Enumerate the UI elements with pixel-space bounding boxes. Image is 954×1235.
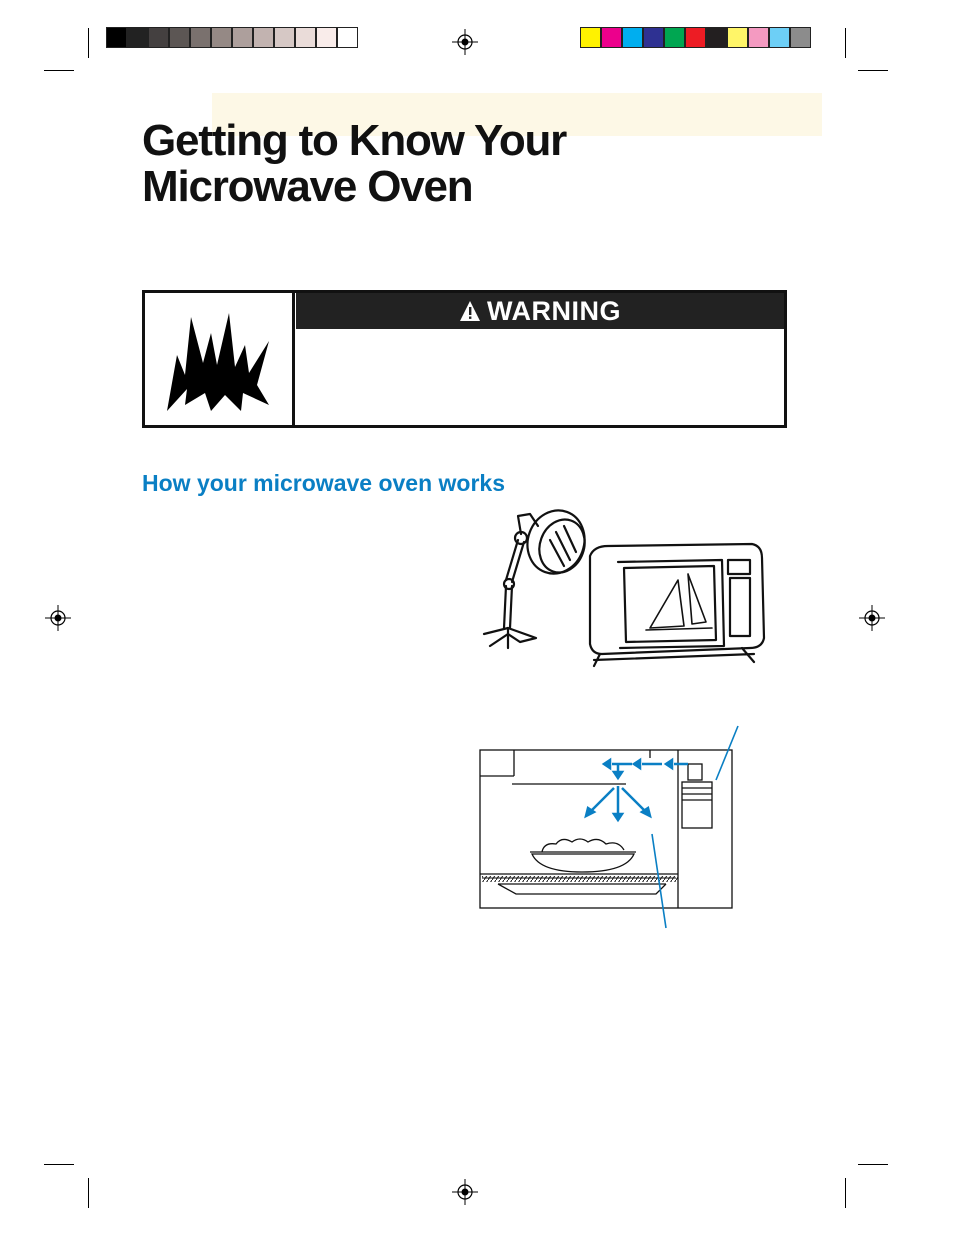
crop-mark	[845, 1178, 846, 1208]
color-swatch	[295, 27, 316, 48]
color-swatch	[748, 27, 769, 48]
registration-mark-icon	[45, 605, 71, 631]
registration-mark-icon	[452, 29, 478, 55]
color-swatch	[232, 27, 253, 48]
page-title-line-1: Getting to Know Your	[142, 116, 567, 165]
alert-triangle-icon	[459, 300, 481, 322]
color-swatch	[790, 27, 811, 48]
color-swatch	[622, 27, 643, 48]
color-swatch	[685, 27, 706, 48]
color-swatch	[643, 27, 664, 48]
color-swatch	[169, 27, 190, 48]
color-swatch	[337, 27, 358, 48]
crop-mark	[858, 70, 888, 71]
crop-mark	[88, 28, 89, 58]
microwave-cross-section-illustration	[476, 724, 746, 934]
color-swatch	[727, 27, 748, 48]
color-swatch	[601, 27, 622, 48]
color-swatch	[580, 27, 601, 48]
color-swatch	[253, 27, 274, 48]
color-swatch	[127, 27, 148, 48]
grayscale-swatch-row	[106, 27, 358, 48]
explosion-icon	[145, 293, 295, 425]
page-title	[142, 118, 782, 210]
color-swatch	[148, 27, 169, 48]
color-swatch	[664, 27, 685, 48]
crop-mark	[845, 28, 846, 58]
crop-mark	[44, 1164, 74, 1165]
color-swatch	[316, 27, 337, 48]
warning-box	[142, 290, 787, 428]
registration-mark-icon	[859, 605, 885, 631]
color-swatch	[190, 27, 211, 48]
crop-mark	[88, 1178, 89, 1208]
color-swatch-row	[580, 27, 811, 48]
registration-mark-icon	[452, 1179, 478, 1205]
page-title-line-2: Microwave Oven	[142, 162, 473, 211]
warning-label: WARNING	[487, 295, 621, 326]
color-swatch	[106, 27, 127, 48]
color-swatch	[211, 27, 232, 48]
lamp-and-television-illustration	[478, 508, 768, 668]
crop-mark	[44, 70, 74, 71]
warning-header	[296, 293, 784, 329]
color-swatch	[274, 27, 295, 48]
color-swatch	[706, 27, 727, 48]
color-swatch	[769, 27, 790, 48]
warning-icon-cell	[145, 293, 295, 425]
section-heading: How your microwave oven works	[142, 470, 506, 496]
crop-mark	[858, 1164, 888, 1165]
